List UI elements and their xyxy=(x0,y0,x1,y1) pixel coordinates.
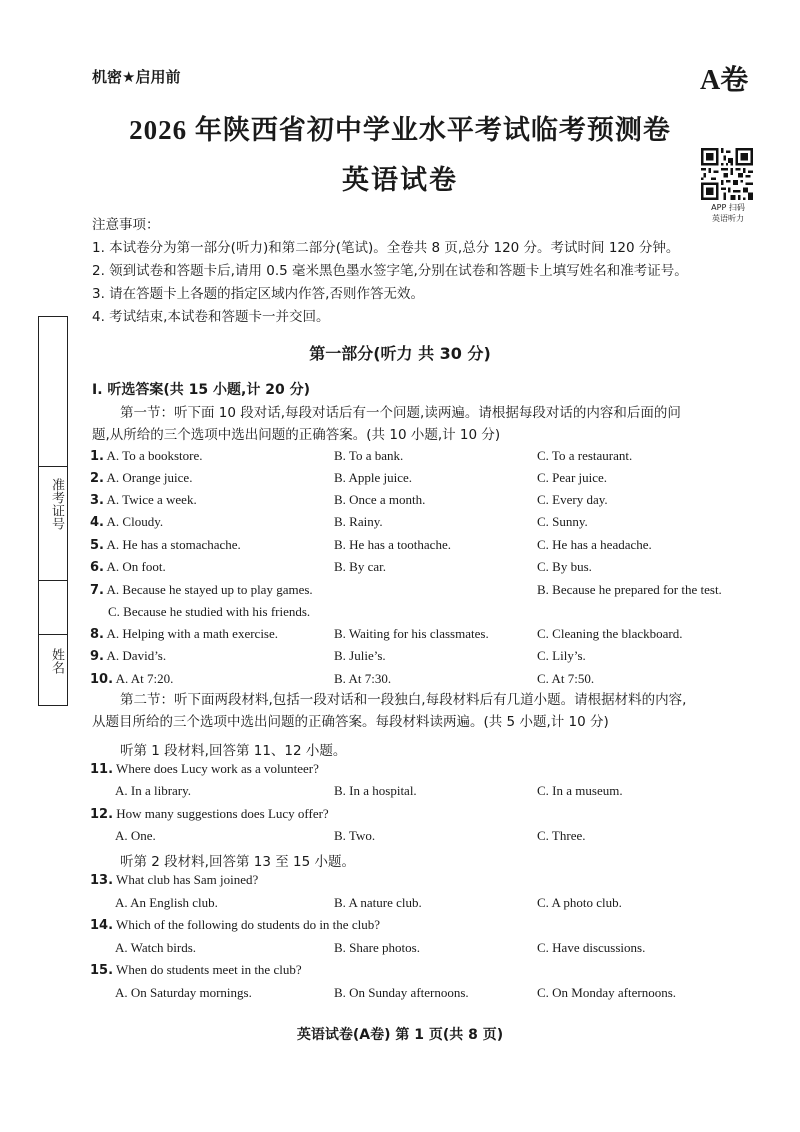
question-5 xyxy=(90,537,241,553)
question-3 xyxy=(90,492,197,508)
question-stem: Which of the following do students do in the club? xyxy=(116,917,380,932)
notes-heading: 注意事项： xyxy=(92,217,160,233)
option-c: C. On Monday afternoons. xyxy=(537,985,677,1000)
question-11 xyxy=(90,761,319,777)
option-b: B. At 7:30. xyxy=(334,671,392,686)
exam-subtitle: 英语试卷 xyxy=(342,165,458,195)
question-number: 2. xyxy=(90,471,104,486)
option-a: A. To a bookstore. xyxy=(106,448,203,463)
question-number: 11. xyxy=(90,762,114,777)
question-stem: What club has Sam joined? xyxy=(116,872,259,887)
option-a: A. Cloudy. xyxy=(106,514,164,529)
question-12 xyxy=(90,806,329,822)
option-b: B. By car. xyxy=(334,559,386,574)
option-c: C. At 7:50. xyxy=(537,671,595,686)
question-number: 7. xyxy=(90,583,104,598)
exam-title: 2026 年陕西省初中学业水平考试临考预测卷 xyxy=(129,115,671,145)
question-number: 12. xyxy=(90,807,114,822)
option-c: C. Cleaning the blackboard. xyxy=(537,626,683,641)
question-14 xyxy=(90,917,380,933)
notes-item: 2. 领到试卷和答题卡后,请用 0.5 毫米黑色墨水签字笔,分别在试卷和答题卡上填写姓名和准考证号。 xyxy=(92,263,688,279)
notes-item: 1. 本试卷分为第一部分(听力)和第二部分(笔试)。全卷共 8 页,总分 120 分。考试时间 120 分钟。 xyxy=(92,240,680,256)
option-a: A. He has a stomachache. xyxy=(106,537,241,552)
question-number: 1. xyxy=(90,449,104,464)
question-2 xyxy=(90,470,192,486)
option-b: B. Apple juice. xyxy=(334,470,412,485)
option-c: C. By bus. xyxy=(537,559,592,574)
question-6 xyxy=(90,559,166,575)
option-a: A. An English club. xyxy=(115,895,218,910)
confidential-label: 机密★启用前 xyxy=(92,68,181,86)
option-a: A. Helping with a math exercise. xyxy=(106,626,279,641)
question-number: 6. xyxy=(90,560,104,575)
option-c: C. Every day. xyxy=(537,492,608,507)
question-number: 3. xyxy=(90,493,104,508)
page-footer: 英语试卷(A卷) 第 1 页(共 8 页) xyxy=(296,1027,504,1043)
option-b: B. Once a month. xyxy=(334,492,426,507)
section-heading: Ⅰ. 听选答案(共 15 小题,计 20 分) xyxy=(92,382,310,398)
question-number: 10. xyxy=(90,672,114,687)
option-c: C. To a restaurant. xyxy=(537,448,633,463)
question-stem: When do students meet in the club? xyxy=(116,962,302,977)
question-number: 5. xyxy=(90,538,104,553)
option-c: C. Sunny. xyxy=(537,514,588,529)
question-number: 4. xyxy=(90,515,104,530)
option-b: B. Rainy. xyxy=(334,514,383,529)
notes-item: 4. 考试结束,本试卷和答题卡一并交回。 xyxy=(92,309,330,325)
option-a: A. Orange juice. xyxy=(106,470,193,485)
instruction-line: 从题目所给的三个选项中选出问题的正确答案。每段材料读两遍。(共 5 小题,计 10 分) xyxy=(92,714,609,730)
part1-title: 第一部分(听力 共 30 分) xyxy=(309,344,491,363)
option-c: C. Because he studied with his friends. xyxy=(108,604,311,619)
option-a: A. On Saturday mornings. xyxy=(115,985,252,1000)
section2-instructions xyxy=(92,689,764,733)
candidate-name-label: 姓名 xyxy=(49,648,64,674)
instruction-line: 第二节：听下面两段材料,包括一段对话和一段独白,每段材料后有几道小题。请根据材料的内容, xyxy=(120,692,687,708)
volume-label: A卷 xyxy=(700,65,749,96)
option-c: C. A photo club. xyxy=(537,895,622,910)
option-b: B. Two. xyxy=(334,828,376,843)
instruction-line: 题,从所给的三个选项中选出问题的正确答案。(共 10 小题,计 10 分) xyxy=(92,427,501,443)
question-10 xyxy=(90,671,173,687)
question-7 xyxy=(90,582,313,598)
option-c: C. He has a headache. xyxy=(537,537,652,552)
question-number: 14. xyxy=(90,918,114,933)
question-number: 15. xyxy=(90,963,114,978)
option-c: C. Pear juice. xyxy=(537,470,608,485)
option-a: A. At 7:20. xyxy=(115,671,174,686)
option-b: B. To a bank. xyxy=(334,448,404,463)
option-b: B. Waiting for his classmates. xyxy=(334,626,489,641)
question-4 xyxy=(90,514,163,530)
option-c: C. Lily’s. xyxy=(537,648,586,663)
option-a: A. In a library. xyxy=(115,783,192,798)
option-a: A. One. xyxy=(115,828,156,843)
option-b: B. Julie’s. xyxy=(334,648,386,663)
question-stem: How many suggestions does Lucy offer? xyxy=(116,806,329,821)
option-b: B. A nature club. xyxy=(334,895,422,910)
qr-caption-line-2: 英语听力 xyxy=(712,214,744,223)
section1-instructions xyxy=(92,402,764,446)
binding-divider xyxy=(38,466,68,467)
option-a: A. Twice a week. xyxy=(106,492,197,507)
binding-divider xyxy=(38,634,68,635)
binding-divider xyxy=(38,580,68,581)
option-c: C. Have discussions. xyxy=(537,940,646,955)
question-stem: Where does Lucy work as a volunteer? xyxy=(116,761,319,776)
question-number: 8. xyxy=(90,627,104,642)
option-c: C. Three. xyxy=(537,828,586,843)
qr-caption-line-1: APP 扫码 xyxy=(711,203,745,212)
question-1 xyxy=(90,448,203,464)
option-b: B. On Sunday afternoons. xyxy=(334,985,469,1000)
question-15 xyxy=(90,962,302,978)
option-b: B. Share photos. xyxy=(334,940,420,955)
question-number: 13. xyxy=(90,873,114,888)
exam-notes xyxy=(92,214,772,329)
candidate-id-label: 准考证号 xyxy=(49,478,64,530)
question-13 xyxy=(90,872,258,888)
instruction-line: 第一节：听下面 10 段对话,每段对话后有一个问题,读两遍。请根据每段对话的内容和后面的问 xyxy=(120,405,681,421)
option-a: A. Because he stayed up to play games. xyxy=(106,582,313,597)
question-9 xyxy=(90,648,166,664)
material1-intro: 听第 1 段材料,回答第 11、12 小题。 xyxy=(120,743,347,759)
option-b: B. In a hospital. xyxy=(334,783,417,798)
option-a: A. On foot. xyxy=(106,559,166,574)
option-a: A. Watch birds. xyxy=(115,940,197,955)
notes-item: 3. 请在答题卡上各题的指定区域内作答,否则作答无效。 xyxy=(92,286,424,302)
option-c: C. In a museum. xyxy=(537,783,623,798)
option-b: B. Because he prepared for the test. xyxy=(537,582,722,597)
qr-code-icon xyxy=(701,148,753,200)
option-a: A. David’s. xyxy=(106,648,167,663)
question-number: 9. xyxy=(90,649,104,664)
material2-intro: 听第 2 段材料,回答第 13 至 15 小题。 xyxy=(120,854,355,870)
option-b: B. He has a toothache. xyxy=(334,537,451,552)
question-8 xyxy=(90,626,278,642)
